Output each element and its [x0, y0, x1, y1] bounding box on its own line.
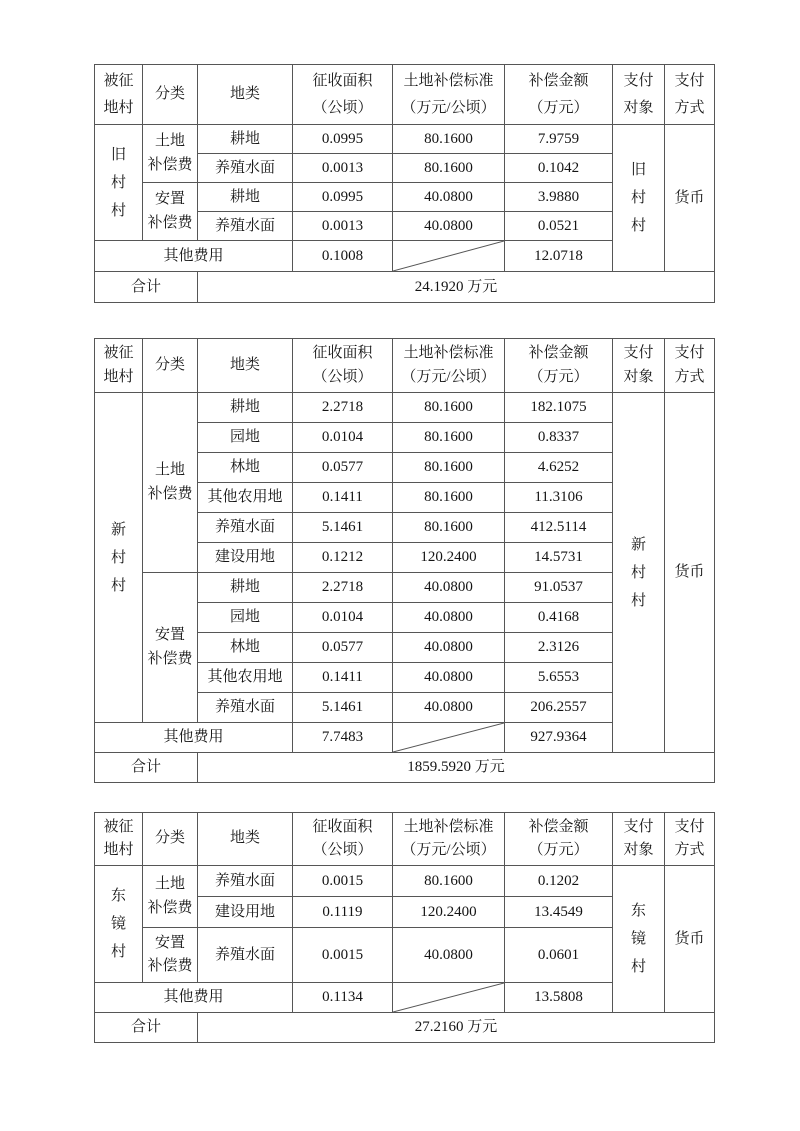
header-line: （公顷） — [312, 99, 373, 116]
cell-standard: 40.0800 — [393, 573, 505, 603]
cell-diagonal — [393, 983, 505, 1013]
header-line: （万元/公顷） — [401, 368, 496, 385]
vertical-char: 村 — [110, 549, 126, 566]
header-line: 补偿金额 — [528, 345, 589, 362]
header-cell-standard — [393, 813, 505, 866]
vertical-char: 村 — [110, 577, 126, 594]
header-line: （万元） — [528, 99, 589, 116]
cell-area: 0.1008 — [293, 241, 393, 272]
header-cell-area — [293, 339, 393, 393]
header-line: 补偿金额 — [528, 818, 589, 835]
cell-area: 0.1119 — [293, 897, 393, 928]
category-line: 补偿费 — [147, 650, 193, 667]
vertical-char: 村 — [630, 218, 646, 234]
header-line: 支付 — [623, 345, 654, 362]
cell-land-type: 耕地 — [198, 573, 293, 603]
header-cell-amount — [505, 339, 613, 393]
cell-area: 0.0577 — [293, 633, 393, 663]
header-line: 地村 — [103, 99, 134, 116]
cell-other-fee-label: 其他费用 — [95, 983, 293, 1013]
header-cell-land-type: 地类 — [198, 813, 293, 866]
header-line: 征收面积 — [312, 72, 373, 89]
vertical-char: 村 — [110, 202, 126, 219]
header-line: 方式 — [674, 842, 705, 858]
category-line: 土地 — [154, 876, 185, 893]
cell-category-land-fee — [143, 393, 198, 573]
cell-land-type: 林地 — [198, 633, 293, 663]
cell-standard: 80.1600 — [393, 125, 505, 154]
header-cell-category: 分类 — [143, 339, 198, 393]
cell-total-value: 24.1920 万元 — [198, 272, 715, 303]
cell-standard: 80.1600 — [393, 393, 505, 423]
cell-category-land-fee — [143, 125, 198, 183]
table-header-row — [95, 339, 715, 393]
cell-category-resettle-fee — [143, 183, 198, 241]
cell-land-type: 养殖水面 — [198, 154, 293, 183]
category-line: 补偿费 — [147, 899, 193, 916]
compensation-table-2 — [94, 338, 715, 783]
cell-other-fee-label: 其他费用 — [95, 723, 293, 753]
header-cell-method — [665, 65, 715, 125]
cell-amount: 0.0601 — [505, 928, 613, 983]
cell-amount: 0.4168 — [505, 603, 613, 633]
cell-category-land-fee — [143, 866, 198, 928]
header-line: 支付 — [674, 345, 705, 362]
cell-amount: 0.1042 — [505, 154, 613, 183]
category-line: 补偿费 — [147, 958, 193, 974]
header-line: 方式 — [674, 99, 705, 116]
header-cell-amount — [505, 65, 613, 125]
header-line: 支付 — [623, 72, 654, 89]
cell-land-type: 林地 — [198, 453, 293, 483]
vertical-char: 村 — [630, 190, 646, 206]
header-cell-area — [293, 813, 393, 866]
cell-area: 2.2718 — [293, 573, 393, 603]
header-line: 地村 — [103, 842, 134, 858]
compensation-table-1 — [94, 64, 715, 303]
cell-area: 7.7483 — [293, 723, 393, 753]
vertical-char: 新 — [110, 521, 126, 538]
cell-village — [95, 866, 143, 983]
cell-area: 0.1411 — [293, 663, 393, 693]
cell-total-label: 合计 — [95, 753, 198, 783]
vertical-char: 村 — [630, 592, 646, 609]
cell-area: 0.1411 — [293, 483, 393, 513]
header-cell-village — [95, 339, 143, 393]
category-line: 补偿费 — [147, 485, 193, 502]
cell-area: 0.0015 — [293, 866, 393, 897]
table-row — [95, 393, 715, 423]
cell-area: 5.1461 — [293, 693, 393, 723]
diagonal-line — [393, 983, 504, 1012]
cell-village — [95, 125, 143, 241]
total-row — [95, 753, 715, 783]
cell-amount: 0.1202 — [505, 866, 613, 897]
cell-amount: 13.4549 — [505, 897, 613, 928]
header-line: （公顷） — [312, 368, 373, 385]
header-cell-method — [665, 339, 715, 393]
cell-amount: 0.8337 — [505, 423, 613, 453]
cell-method: 货币 — [665, 866, 715, 1013]
cell-other-fee-label: 其他费用 — [95, 241, 293, 272]
cell-standard: 120.2400 — [393, 543, 505, 573]
cell-village — [95, 393, 143, 723]
cell-standard: 40.0800 — [393, 212, 505, 241]
header-cell-method — [665, 813, 715, 866]
category-line: 补偿费 — [147, 214, 193, 231]
header-line: 补偿金额 — [528, 72, 589, 89]
cell-payee — [613, 866, 665, 1013]
cell-area: 0.0104 — [293, 423, 393, 453]
cell-land-type: 其他农用地 — [198, 483, 293, 513]
cell-land-type: 养殖水面 — [198, 866, 293, 897]
vertical-char: 东 — [110, 888, 126, 904]
header-cell-payee — [613, 813, 665, 866]
cell-land-type: 养殖水面 — [198, 513, 293, 543]
table-row — [95, 125, 715, 154]
cell-standard: 80.1600 — [393, 154, 505, 183]
header-line: 对象 — [623, 368, 654, 385]
category-line: 土地 — [154, 462, 185, 479]
table-row — [95, 866, 715, 897]
cell-category-resettle-fee — [143, 573, 198, 723]
cell-total-value: 1859.5920 万元 — [198, 753, 715, 783]
cell-area: 2.2718 — [293, 393, 393, 423]
cell-area: 0.0995 — [293, 183, 393, 212]
header-line: 被征 — [103, 345, 134, 362]
vertical-char: 村 — [630, 564, 646, 581]
header-cell-village — [95, 65, 143, 125]
cell-amount: 182.1075 — [505, 393, 613, 423]
header-line: 征收面积 — [312, 345, 373, 362]
category-line: 安置 — [154, 627, 185, 644]
vertical-char: 镜 — [630, 931, 646, 947]
header-line: 征收面积 — [312, 818, 373, 835]
cell-amount: 91.0537 — [505, 573, 613, 603]
cell-land-type: 耕地 — [198, 183, 293, 212]
vertical-char: 新 — [630, 536, 646, 553]
header-line: （万元/公顷） — [401, 842, 496, 858]
cell-standard: 40.0800 — [393, 633, 505, 663]
header-line: （公顷） — [312, 842, 373, 858]
category-line: 土地 — [154, 133, 185, 150]
cell-land-type: 耕地 — [198, 125, 293, 154]
category-line: 安置 — [154, 191, 185, 208]
header-line: 被征 — [103, 72, 134, 89]
cell-standard: 80.1600 — [393, 453, 505, 483]
header-line: 被征 — [103, 818, 134, 835]
header-cell-payee — [613, 339, 665, 393]
cell-standard: 40.0800 — [393, 183, 505, 212]
cell-land-type: 耕地 — [198, 393, 293, 423]
cell-method: 货币 — [665, 393, 715, 753]
cell-diagonal — [393, 241, 505, 272]
cell-amount: 2.3126 — [505, 633, 613, 663]
header-line: 对象 — [623, 842, 654, 858]
table-header-row — [95, 65, 715, 125]
header-line: 土地补偿标准 — [403, 818, 494, 835]
vertical-char: 村 — [630, 959, 646, 975]
cell-standard: 40.0800 — [393, 928, 505, 983]
header-cell-amount — [505, 813, 613, 866]
cell-standard: 80.1600 — [393, 423, 505, 453]
cell-total-value: 27.2160 万元 — [198, 1013, 715, 1043]
cell-area: 0.0013 — [293, 212, 393, 241]
cell-area: 0.0015 — [293, 928, 393, 983]
cell-amount: 4.6252 — [505, 453, 613, 483]
header-line: （万元） — [528, 368, 589, 385]
cell-diagonal — [393, 723, 505, 753]
header-cell-standard — [393, 339, 505, 393]
cell-payee — [613, 393, 665, 753]
cell-land-type: 建设用地 — [198, 543, 293, 573]
cell-category-resettle-fee — [143, 928, 198, 983]
header-line: 支付 — [674, 72, 705, 89]
vertical-char: 村 — [110, 944, 126, 960]
header-cell-area — [293, 65, 393, 125]
vertical-char: 东 — [630, 903, 646, 919]
cell-amount: 11.3106 — [505, 483, 613, 513]
cell-total-label: 合计 — [95, 1013, 198, 1043]
cell-area: 0.0995 — [293, 125, 393, 154]
cell-amount: 7.9759 — [505, 125, 613, 154]
vertical-char: 旧 — [110, 146, 126, 163]
header-cell-category: 分类 — [143, 813, 198, 866]
cell-amount: 206.2557 — [505, 693, 613, 723]
header-cell-land-type: 地类 — [198, 339, 293, 393]
cell-land-type: 其他农用地 — [198, 663, 293, 693]
header-line: （万元） — [528, 842, 589, 858]
vertical-char: 村 — [110, 174, 126, 191]
cell-area: 0.1212 — [293, 543, 393, 573]
header-cell-standard — [393, 65, 505, 125]
cell-amount: 5.6553 — [505, 663, 613, 693]
header-line: 土地补偿标准 — [403, 345, 494, 362]
compensation-table-3 — [94, 812, 715, 1043]
cell-standard: 80.1600 — [393, 866, 505, 897]
header-line: 支付 — [674, 818, 705, 835]
cell-amount: 12.0718 — [505, 241, 613, 272]
diagonal-line — [393, 723, 504, 752]
header-line: 支付 — [623, 818, 654, 835]
header-line: 地村 — [103, 368, 134, 385]
cell-land-type: 养殖水面 — [198, 693, 293, 723]
header-cell-category: 分类 — [143, 65, 198, 125]
cell-area: 0.0013 — [293, 154, 393, 183]
cell-area: 5.1461 — [293, 513, 393, 543]
vertical-char: 镜 — [110, 916, 126, 932]
table-header-row — [95, 813, 715, 866]
cell-amount: 0.0521 — [505, 212, 613, 241]
cell-method: 货币 — [665, 125, 715, 272]
cell-amount: 14.5731 — [505, 543, 613, 573]
category-line: 补偿费 — [147, 156, 193, 173]
cell-standard: 80.1600 — [393, 483, 505, 513]
cell-total-label: 合计 — [95, 272, 198, 303]
header-cell-payee — [613, 65, 665, 125]
cell-amount: 3.9880 — [505, 183, 613, 212]
total-row — [95, 1013, 715, 1043]
cell-standard: 80.1600 — [393, 513, 505, 543]
cell-land-type: 建设用地 — [198, 897, 293, 928]
header-line: 土地补偿标准 — [403, 72, 494, 89]
cell-payee — [613, 125, 665, 272]
vertical-char: 旧 — [630, 162, 646, 178]
cell-land-type: 园地 — [198, 423, 293, 453]
header-line: 方式 — [674, 368, 705, 385]
cell-land-type: 养殖水面 — [198, 212, 293, 241]
header-cell-village — [95, 813, 143, 866]
cell-area: 0.0104 — [293, 603, 393, 633]
cell-standard: 40.0800 — [393, 603, 505, 633]
cell-amount: 412.5114 — [505, 513, 613, 543]
cell-area: 0.0577 — [293, 453, 393, 483]
cell-standard: 40.0800 — [393, 663, 505, 693]
diagonal-line — [393, 241, 504, 271]
total-row — [95, 272, 715, 303]
header-line: （万元/公顷） — [401, 99, 496, 116]
cell-land-type: 园地 — [198, 603, 293, 633]
cell-standard: 40.0800 — [393, 693, 505, 723]
header-line: 对象 — [623, 99, 654, 116]
header-cell-land-type: 地类 — [198, 65, 293, 125]
cell-standard: 120.2400 — [393, 897, 505, 928]
cell-amount: 13.5808 — [505, 983, 613, 1013]
category-line: 安置 — [154, 934, 185, 951]
cell-area: 0.1134 — [293, 983, 393, 1013]
cell-land-type: 养殖水面 — [198, 928, 293, 983]
cell-amount: 927.9364 — [505, 723, 613, 753]
